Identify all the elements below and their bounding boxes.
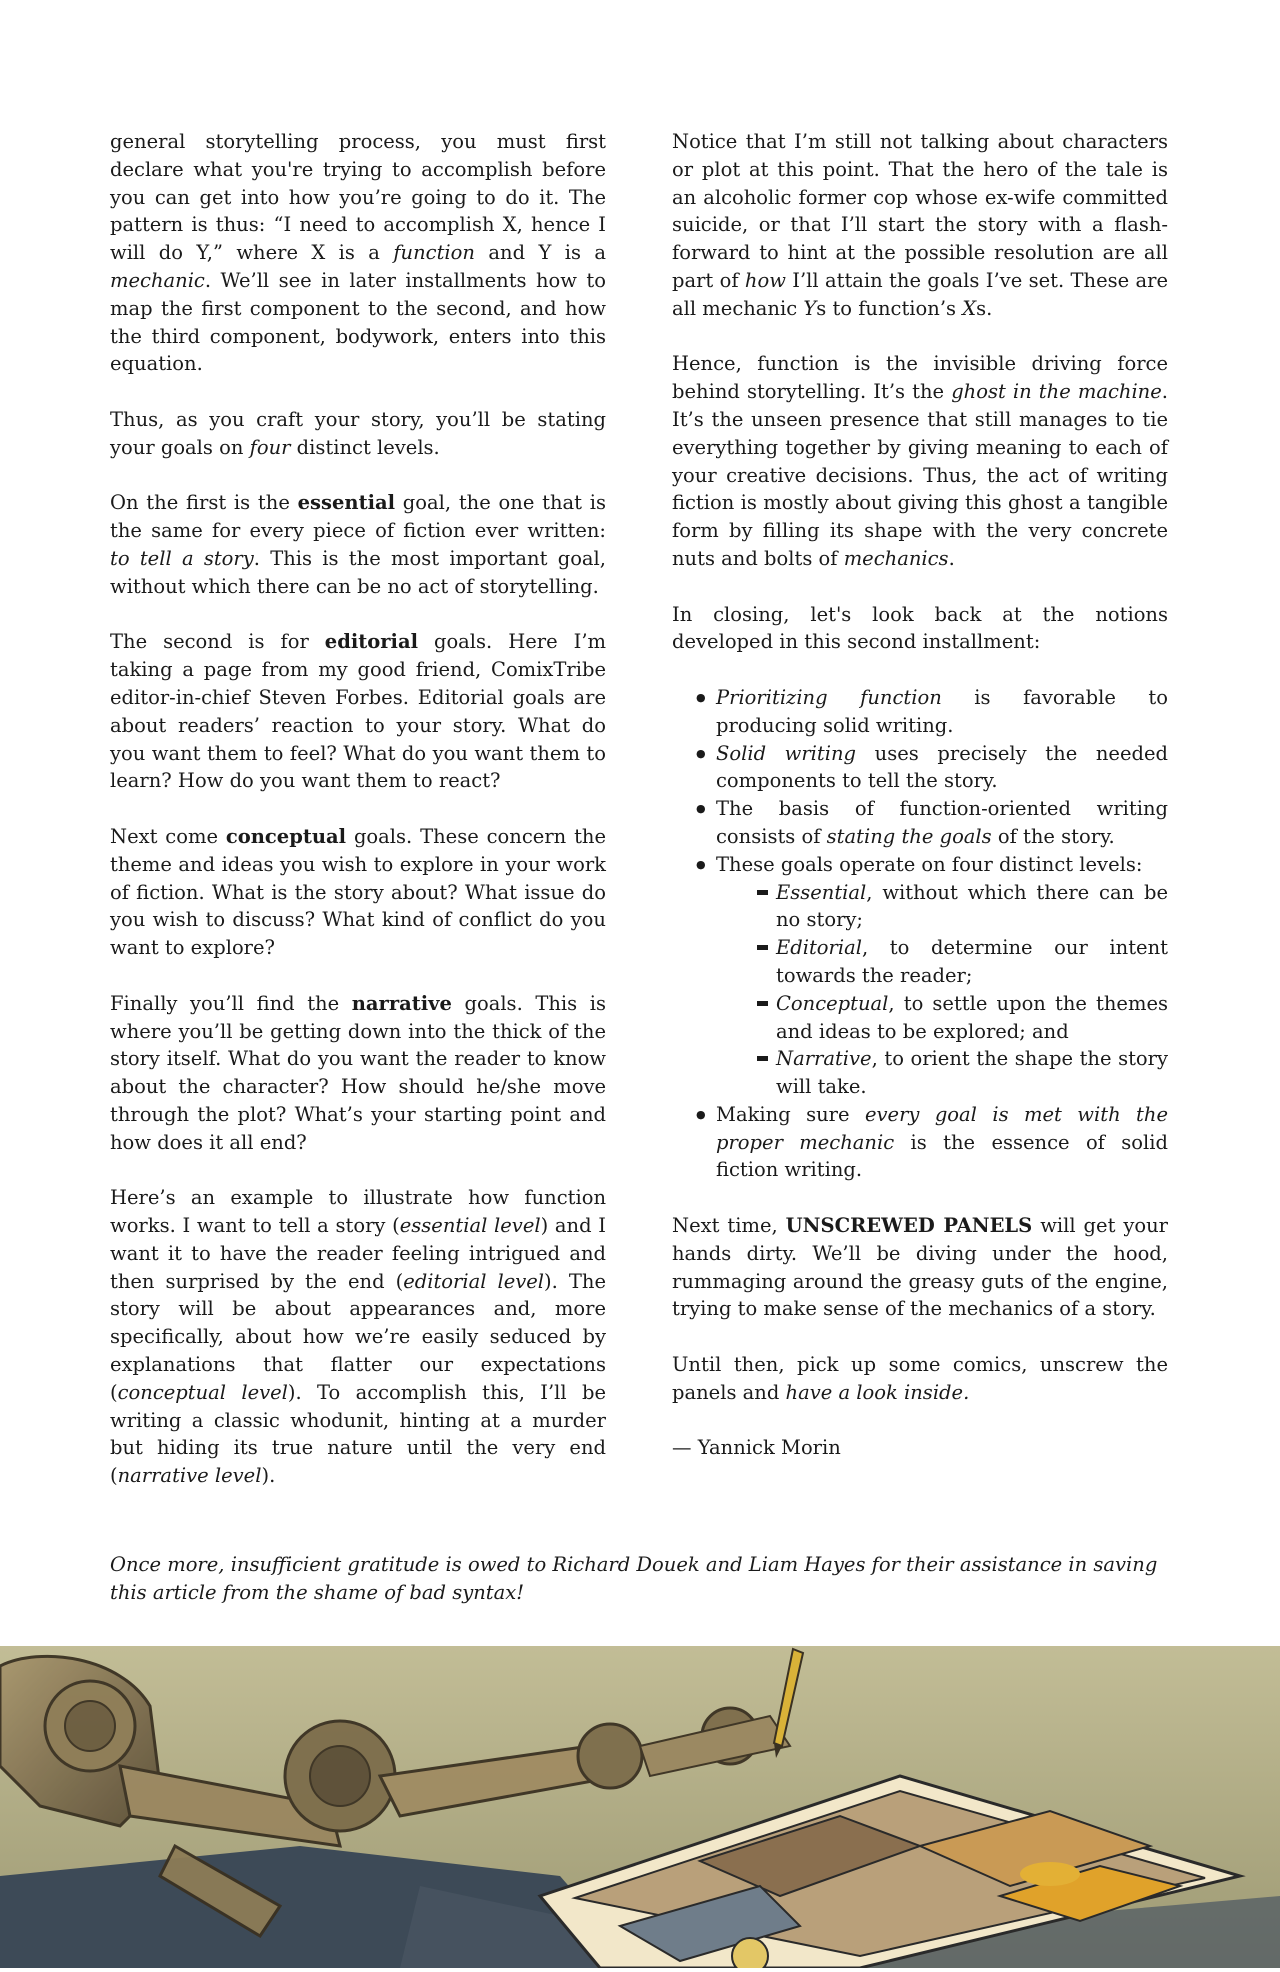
paragraph-closing: Until then, pick up some comics, unscrew the panels and have a look inside. bbox=[672, 1353, 1168, 1404]
list-item: ● Prioritizing function is favorable to producing solid writing. bbox=[672, 684, 1168, 740]
article-left-column bbox=[110, 128, 606, 1518]
sub-list-item: Narrative, to orient the shape the story will take. bbox=[672, 1045, 1168, 1101]
list-item: ● The basis of function-oriented writing consists of stating the goals of the story. bbox=[672, 795, 1168, 851]
summary-list bbox=[672, 684, 1168, 1184]
paragraph-example: Here’s an example to illustrate how function works. I want to tell a story (essential level) and I want it to have the reader feeling intrigued and then surprised by the end (editorial level). The story will be about appearances and, more specifically, about how we’re easily seduced by explanations that flatter our expectations (conceptual level). To accomplish this, I’ll be writing a classic whodunit, hinting at a murder but hiding its true nature until the very end (narrative level). bbox=[110, 1186, 607, 1488]
author-signature: — Yannick Morin bbox=[672, 1436, 841, 1460]
paragraph: Notice that I’m still not talking about characters or plot at this point. That the hero of the tale is an alcoholic former cop whose ex-wife committed suicide, or that I’ll start the story with a flash-forward to hint at the possible resolution are all part of how I’ll attain the goals I’ve set. These are all mechanic Ys to function’s Xs. bbox=[672, 130, 1168, 320]
paragraph-narrative: Finally you’ll find the narrative goals. This is where you’ll be getting down into the thick of the story itself. What do you want the reader to know about the character? How should he/she move through the plot? What’s your starting point and how does it all end? bbox=[110, 991, 606, 1154]
paragraph: In closing, let's look back at the notions developed in this second installment: bbox=[672, 602, 1168, 654]
list-item: ● Solid writing uses precisely the needed components to tell the story. bbox=[672, 740, 1168, 796]
list-item: ● These goals operate on four distinct levels: bbox=[672, 851, 1168, 879]
paragraph-essential: On the first is the essential goal, the one that is the same for every piece of fiction ever written: to tell a story. This is the most important goal, without which there can be no act of storytelling. bbox=[110, 491, 607, 598]
paragraph-editorial: The second is for editorial goals. Here I’m taking a page from my good friend, ComixTribe editor-in-chief Steven Forbes. Editorial goals are about readers’ reaction to your story. What do you want them to feel? What do you want them to learn? How do you want them to react? bbox=[110, 630, 607, 793]
list-item: ● Making sure every goal is met with the proper mechanic is the essence of solid fiction writing. bbox=[672, 1101, 1168, 1184]
paragraph: Hence, function is the invisible driving force behind storytelling. It’s the ghost in the machine. It’s the unseen presence that still manages to tie everything together by giving meaning to each of your creative decisions. Thus, the act of writing fiction is mostly about giving this ghost a tangible form by filling its shape with the very concrete nuts and bolts of mechanics. bbox=[672, 352, 1168, 570]
sub-list-item: Conceptual, to settle upon the themes and ideas to be explored; and bbox=[672, 990, 1168, 1046]
article-right-column bbox=[672, 128, 1168, 1490]
paragraph: Thus, as you craft your story, you’ll be stating your goals on four distinct levels. bbox=[110, 407, 606, 459]
paragraph: general storytelling process, you must first declare what you're trying to accomplish before you can get into how you’re going to do it. The pattern is thus: “I need to accomplish X, hence I will do Y,” where X is a function and Y is a mechanic. We’ll see in later installments how to map the first component to the second, and how the third component, bodywork, enters into this equation. bbox=[110, 130, 606, 376]
paragraph-next-time: Next time, UNSCREWED PANELS will get your hands dirty. We’ll be diving under the hood, rummaging around the greasy guts of the engine, trying to make sense of the mechanics of a story. bbox=[672, 1214, 1168, 1321]
paragraph-conceptual: Next come conceptual goals. These concern the theme and ideas you wish to explore in your work of fiction. What is the story about? What issue do you wish to discuss? What kind of conflict do you want to explore? bbox=[110, 824, 606, 960]
illustration-robot-arm bbox=[0, 1646, 1280, 1968]
sub-list-item: Essential, without which there can be no story; bbox=[672, 879, 1168, 935]
credit-note: Once more, insufficient gratitude is owed to Richard Douek and Liam Hayes for their assistance in saving this article from the shame of bad syntax! bbox=[110, 1553, 1158, 1604]
sub-list-item: Editorial, to determine our intent towards the reader; bbox=[672, 934, 1168, 990]
